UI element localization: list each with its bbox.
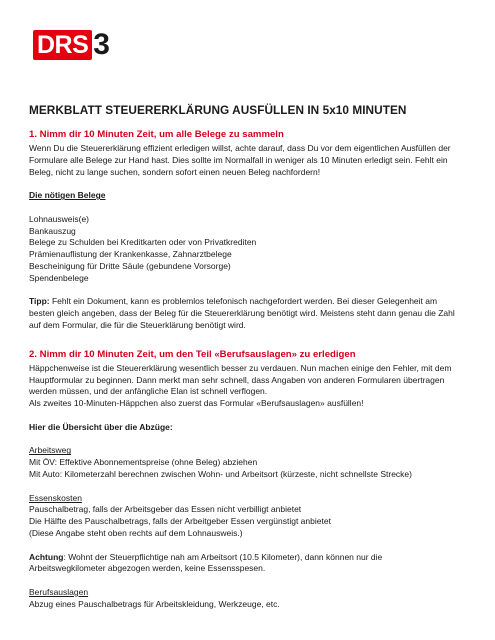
essenskosten-line: Die Hälfte des Pauschalbetrags, falls der Arbeitgeber Essen vergünstigt anbietet (29, 516, 331, 527)
tipp-label: Tipp: (29, 296, 50, 307)
section2-heading: 2. Nimm dir 10 Minuten Zeit, um den Teil «Berufsauslagen» zu erledigen (29, 348, 356, 360)
section2-intro-line: Häppchenweise ist die Steuererklärung wesentlich besser zu verdauen. Nun machen einige den Fehler, mit dem (29, 362, 452, 373)
document-body (29, 103, 469, 610)
tipp-line: auf dem Formular, die für die Steuerklärung benötigt wird. (29, 319, 246, 330)
berufsauslagen-line: Abzug eines Pauschalbetrags für Arbeitskleidung, Werkzeuge, etc. (29, 598, 280, 609)
section2-intro-line: Hauptformular zu beginnen. Dann merkt man sehr schnell, dass Angaben von anderen Formularen übertragen (29, 374, 445, 385)
beleg-item: Prämienauflistung der Krankenkasse, Zahnarztbelege (29, 249, 232, 260)
beleg-item: Spendenbelege (29, 272, 89, 283)
section2-intro-line: Als zweites 10-Minuten-Häppchen also zuerst das Formular «Berufsauslagen» ausfüllen! (29, 398, 364, 409)
belege-heading: Die nötigen Belege (29, 190, 106, 201)
achtung-label: Achtung (29, 551, 64, 562)
logo-brand: DRS (33, 30, 92, 60)
essenskosten-line: (Diese Angabe steht oben rechts auf dem Lohnausweis.) (29, 527, 243, 538)
section2-intro-line: werden müssen, und der anfängliche Elan ist schnell verflogen. (29, 386, 268, 397)
achtung-line: Arbeitswegkilometer abgezogen werden, keine Essensspesen. (29, 563, 266, 574)
logo-number: 3 (93, 28, 110, 61)
beleg-item: Lohnausweis(e) (29, 213, 90, 224)
beleg-item: Bescheinigung für Dritte Säule (gebundene Vorsorge) (29, 260, 231, 271)
essenskosten-label: Essenskosten (29, 492, 82, 503)
drs3-logo (33, 29, 110, 61)
arbeitsweg-line: Mit Auto: Kilometerzahl berechnen zwischen Wohn- und Arbeitsort (kürzeste, nicht schnellste Strecke) (29, 468, 412, 479)
beleg-item: Belege zu Schulden bei Kreditkarten oder von Privatkrediten (29, 237, 257, 248)
achtung-paragraph: Achtung: Wohnt der Steuerpflichtige nah am Arbeitsort (10.5 Kilometer), dann können nur die (29, 551, 383, 562)
section1-intro-line: Beleg, nicht zu lange suchen, sondern sofort einen neuen Beleg nachfordern! (29, 166, 321, 177)
essenskosten-line: Pauschalbetrag, falls der Arbeitsgeber das Essen nicht verbilligt anbietet (29, 504, 302, 515)
tipp-line: besten gleich angeben, dass der Beleg für die Steuererklärung benötigt wird. Meistens steht dann genau die Zahl (29, 308, 455, 319)
arbeitsweg-line: Mit ÖV: Effektive Abonnementspreise (ohne Beleg) abziehen (29, 457, 258, 468)
page-title: MERKBLATT STEUERERKLÄRUNG AUSFÜLLEN IN 5x10 MINUTEN (29, 103, 407, 117)
beleg-item: Bankauszug (29, 225, 76, 236)
berufsauslagen-label: Berufsauslagen (29, 586, 89, 597)
section1-heading: 1. Nimm dir 10 Minuten Zeit, um alle Belege zu sammeln (29, 129, 284, 140)
section1-intro-line: Formulare alle Belege zur Hand hast. Dies sollte im Normalfall in weniger als 10 Minuten erledigt sein. Fehlt ein (29, 154, 448, 165)
section1-intro-line: Wenn Du die Steuererklärung effizient erledigen willst, achte darauf, dass Du vor dem eigentlichen Ausfüllen der (29, 143, 451, 153)
tipp-paragraph: Tipp: Fehlt ein Dokument, kann es problemlos telefonisch nachgefordert werden. Bei dieser Gelegenheit am (29, 296, 438, 307)
arbeitsweg-label: Arbeitsweg (29, 445, 72, 456)
overview-heading: Hier die Übersicht über die Abzüge: (29, 421, 173, 432)
